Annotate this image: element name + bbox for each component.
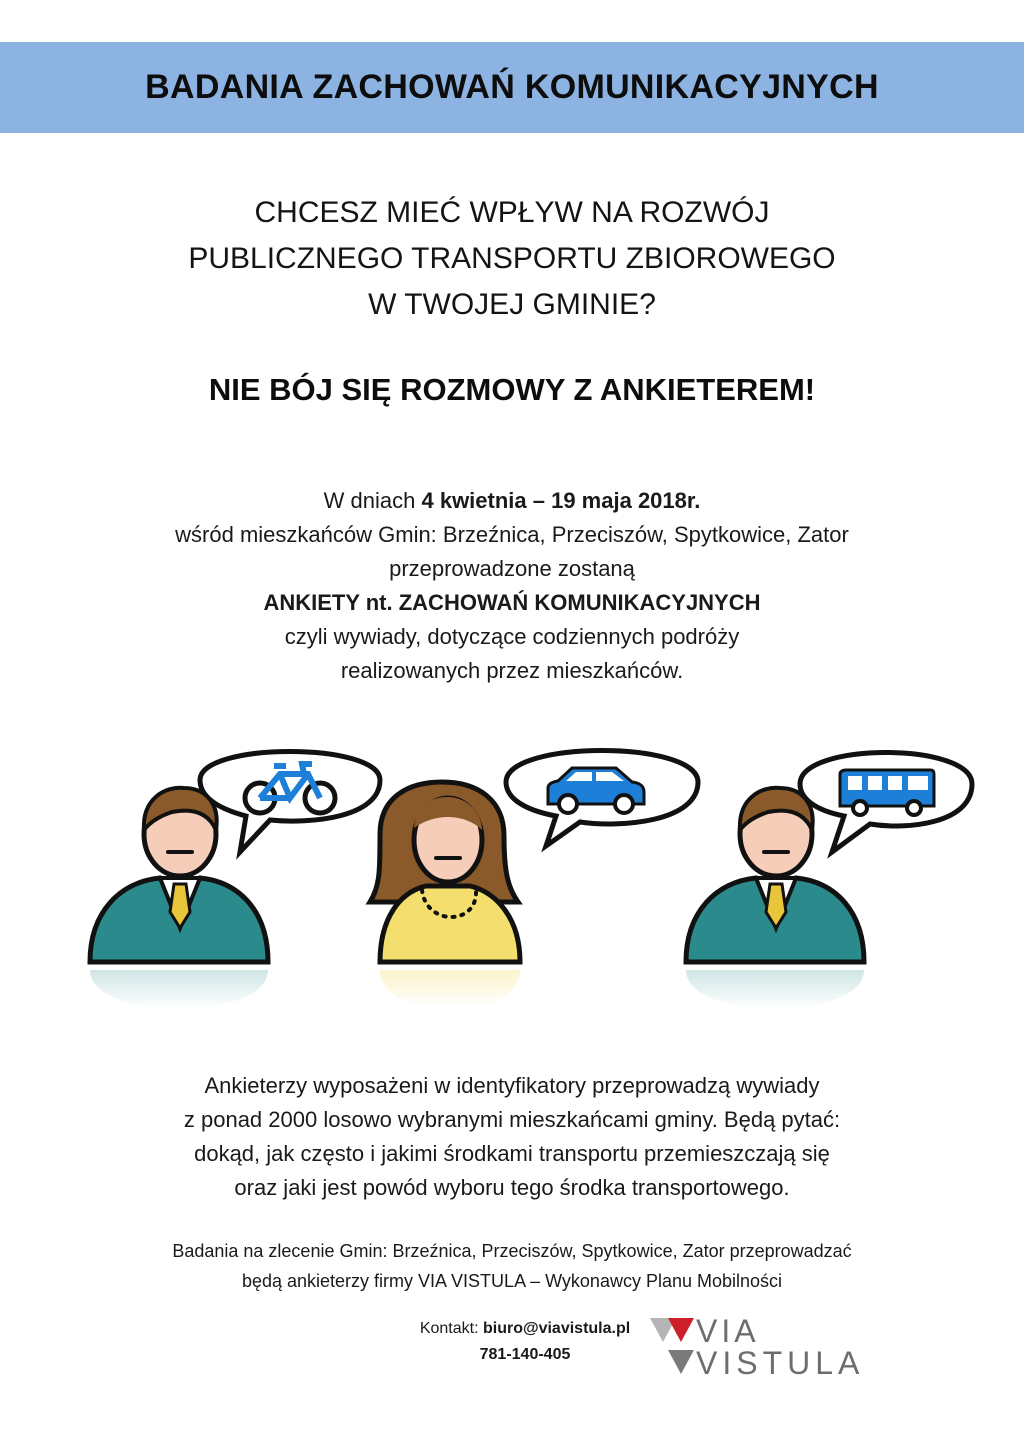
info-dates-line (0, 484, 1024, 518)
page-title: BADANIA ZACHOWAŃ KOMUNIKACYJNYCH (145, 68, 879, 106)
logo-chevron-red (668, 1318, 694, 1342)
info-line-6: realizowanych przez mieszkańców. (340, 658, 684, 683)
commission-line-2: będą ankieterzy firmy VIA VISTULA – Wykonawcy Planu Mobilności (241, 1271, 783, 1291)
info-line-5: czyli wywiady, dotyczące codziennych podróży (284, 624, 740, 649)
contact-email[interactable]: biuro@viavistula.pl (482, 1320, 631, 1337)
question-line-1: CHCESZ MIEĆ WPŁYW NA ROZWÓJ (254, 196, 770, 229)
commission-block (0, 1236, 1024, 1296)
description-line-1: Ankieterzy wyposażeni w identyfikatory przeprowadzą wywiady (204, 1073, 820, 1098)
logo-chevron-dark (668, 1350, 694, 1374)
person-woman-center (370, 751, 698, 1010)
info-line-3: przeprowadzone zostaną (389, 556, 635, 581)
contact-phone[interactable]: 781-140-405 (479, 1346, 571, 1363)
logo-text-vistula: VISTULA (696, 1345, 865, 1381)
contact-label: Kontakt: (419, 1320, 483, 1337)
info-line-4 (0, 586, 1024, 620)
person-man-left (90, 752, 380, 1010)
description-line-3: dokąd, jak często i jakimi środkami transportu przemieszczają się (194, 1141, 830, 1166)
contact-email-line (380, 1316, 670, 1342)
description-line-4: oraz jaki jest powód wyboru tego środka transportowego. (234, 1175, 790, 1200)
commission-line-1: Badania na zlecenie Gmin: Brzeźnica, Przeciszów, Spytkowice, Zator przeprowadzać (172, 1241, 852, 1261)
header-banner (0, 42, 1024, 133)
call-to-action: NIE BÓJ SIĘ ROZMOWY Z ANKIETEREM! (208, 372, 816, 407)
question-line-2: PUBLICZNEGO TRANSPORTU ZBIOROWEGO (188, 242, 836, 275)
description-line-2: z ponad 2000 losowo wybranymi mieszkańcami gminy. Będą pytać: (183, 1107, 841, 1132)
info-line-2: wśród mieszkańców Gmin: Brzeźnica, Przeciszów, Spytkowice, Zator (175, 522, 849, 547)
info-dates-prefix: W dniach (323, 488, 422, 513)
info-block (0, 484, 1024, 688)
interview-illustration (80, 712, 980, 1052)
reflection (90, 970, 268, 1009)
reflection (686, 970, 864, 1009)
person-man-right (686, 753, 972, 1010)
question-line-3: W TWOJEJ GMINIE? (368, 288, 656, 321)
reflection (380, 970, 520, 1009)
info-dates: 4 kwietnia – 19 maja 2018r. (421, 488, 701, 513)
contact-phone-line (380, 1342, 670, 1368)
info-survey-title: ANKIETY nt. ZACHOWAŃ KOMUNIKACYJNYCH (263, 590, 761, 615)
question-block (0, 190, 1024, 328)
contact-block (380, 1316, 670, 1368)
logo-text-via: VIA (696, 1313, 760, 1349)
description-block (0, 1069, 1024, 1205)
via-vistula-logo (650, 1312, 920, 1382)
